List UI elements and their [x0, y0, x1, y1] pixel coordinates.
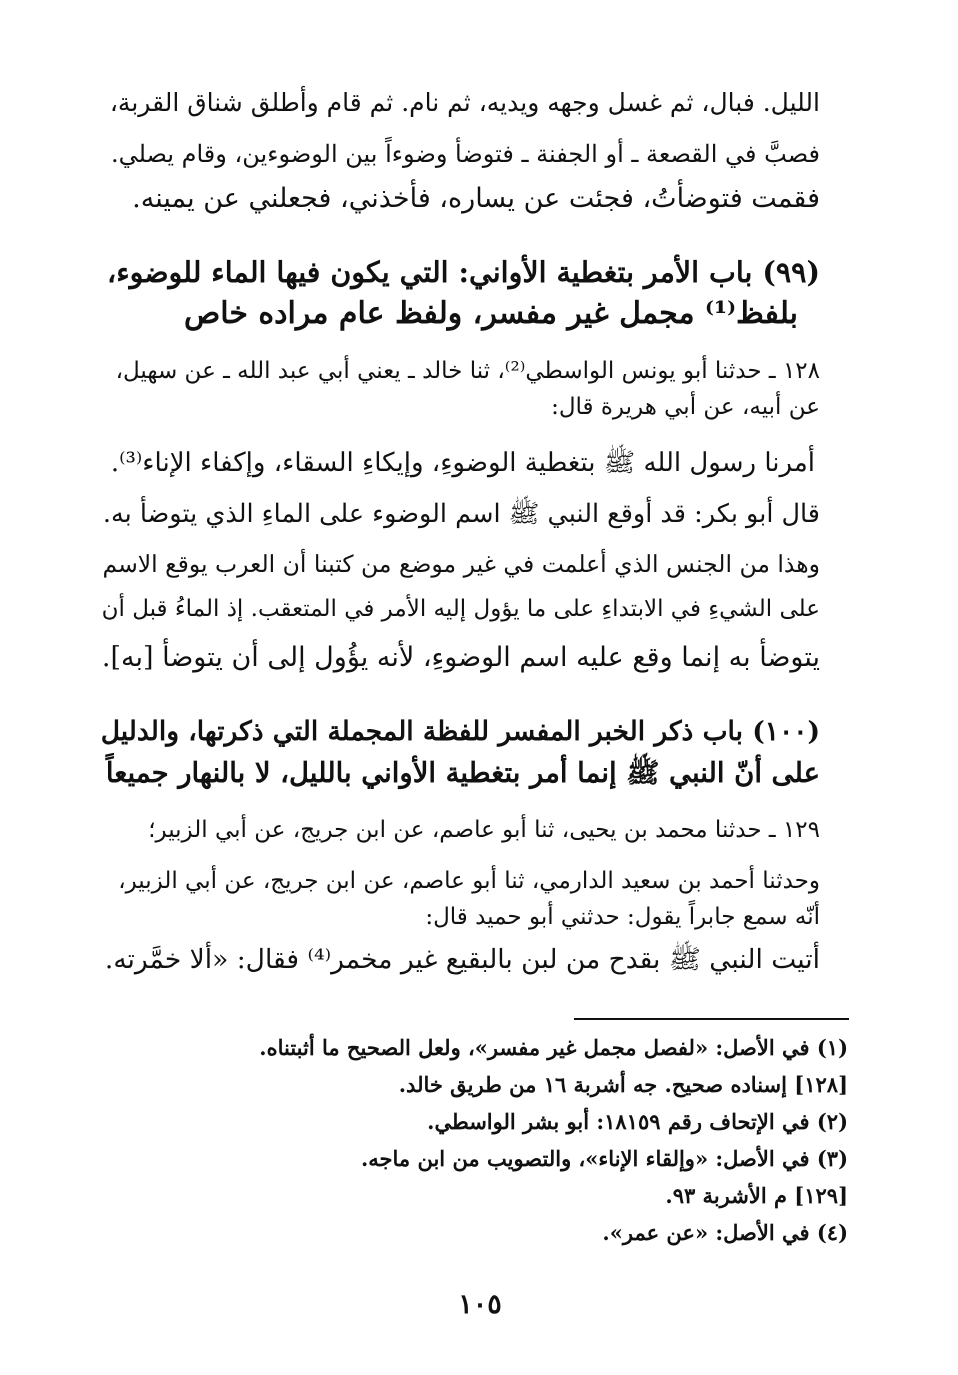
hadith-129-text: أتيت النبي ﷺ بقدح من لبن بالبقيع غير مخمر⁽⁴⁾ فقال: «ألا خمَّرته. [104, 944, 820, 975]
commentary-line-2: وهذا من الجنس الذي أعلمت في غير موضع من كتبنا أن العرب يوقع الاسم [102, 550, 820, 578]
commentary-line-3: على الشيءِ في الابتداءِ على ما يؤول إليه الأمر في المتعقب. إذ الماءُ قبل أن [101, 596, 820, 622]
chapter-100-heading-line-2: على أنّ النبي ﷺ إنما أمر بتغطية الأواني بالليل، لا بالنهار جميعاً [105, 757, 820, 789]
footnote-1: (١) في الأصل: «لفصل مجمل غير مفسر»، ولعل الصحيح ما أثبتناه. [259, 1035, 848, 1060]
footnote-129: [١٢٩] م الأشربة ٩٣. [665, 1183, 848, 1208]
hadith-128-isnad-line-2: عن أبيه، عن أبي هريرة قال: [551, 394, 820, 420]
footnote-2: (٢) في الإتحاف رقم ١٨١٥٩: أبو بشر الواسطي. [427, 1109, 848, 1134]
hadith-128-isnad-line-1: ١٢٨ ـ حدثنا أبو يونس الواسطي⁽²⁾، ثنا خالد ـ يعني أبي عبد الله ـ عن سهيل، [115, 358, 820, 384]
hadith-128-text: أمرنا رسول الله ﷺ بتغطية الوضوءِ، وإيكاءِ السقاء، وإكفاء الإناء⁽³⁾. [110, 448, 815, 478]
intro-line-3: فقمت فتوضأتُ، فجئت عن يساره، فأخذني، فجعلني عن يمينه. [132, 183, 820, 214]
hadith-129-isnad-b-line-1: وحدثنا أحمد بن سعيد الدارمي، ثنا أبو عاصم، عن ابن جريج، عن أبي الزبير، [118, 868, 820, 894]
footnote-3: (٣) في الأصل: «وإلقاء الإناء»، والتصويب من ابن ماجه. [360, 1146, 848, 1171]
hadith-129-isnad-a: ١٢٩ ـ حدثنا محمد بن يحيى، ثنا أبو عاصم، عن ابن جريج، عن أبي الزبير؛ [148, 817, 820, 843]
footnote-128: [١٢٨] إسناده صحيح. جه أشربة ١٦ من طريق خالد. [398, 1072, 848, 1097]
page-number: ١٠٥ [458, 1289, 502, 1320]
hadith-129-isnad-b-line-2: أنّه سمع جابراً يقول: حدثني أبو حميد قال: [425, 904, 820, 930]
chapter-100-heading-line-1: (١٠٠) باب ذكر الخبر المفسر للفظة المجملة التي ذكرتها، والدليل [100, 716, 820, 747]
footnote-separator [574, 1018, 849, 1020]
commentary-line-1: قال أبو بكر: قد أوقع النبي ﷺ اسم الوضوء على الماءِ الذي يتوضأ به. [102, 499, 820, 529]
intro-line-2: فصبَّ في القصعة ـ أو الجفنة ـ فتوضأ وضوءاً بين الوضوءين، وقام يصلي. [110, 140, 820, 168]
chapter-99-heading-line-2: بلفظ⁽¹⁾ مجمل غير مفسر، ولفظ عام مراده خاص [184, 296, 798, 331]
chapter-99-heading-line-1: (٩٩) باب الأمر بتغطية الأواني: التي يكون فيها الماء للوضوء، [107, 255, 820, 289]
footnote-4: (٤) في الأصل: «عن عمر». [602, 1220, 848, 1245]
intro-line-1: الليل. فبال، ثم غسل وجهه ويديه، ثم نام. ثم قام وأطلق شناق القربة، [109, 88, 820, 117]
commentary-line-4: يتوضأ به إنما وقع عليه اسم الوضوءِ، لأنه يؤُول إلى أن يتوضأ [به]. [101, 642, 820, 673]
